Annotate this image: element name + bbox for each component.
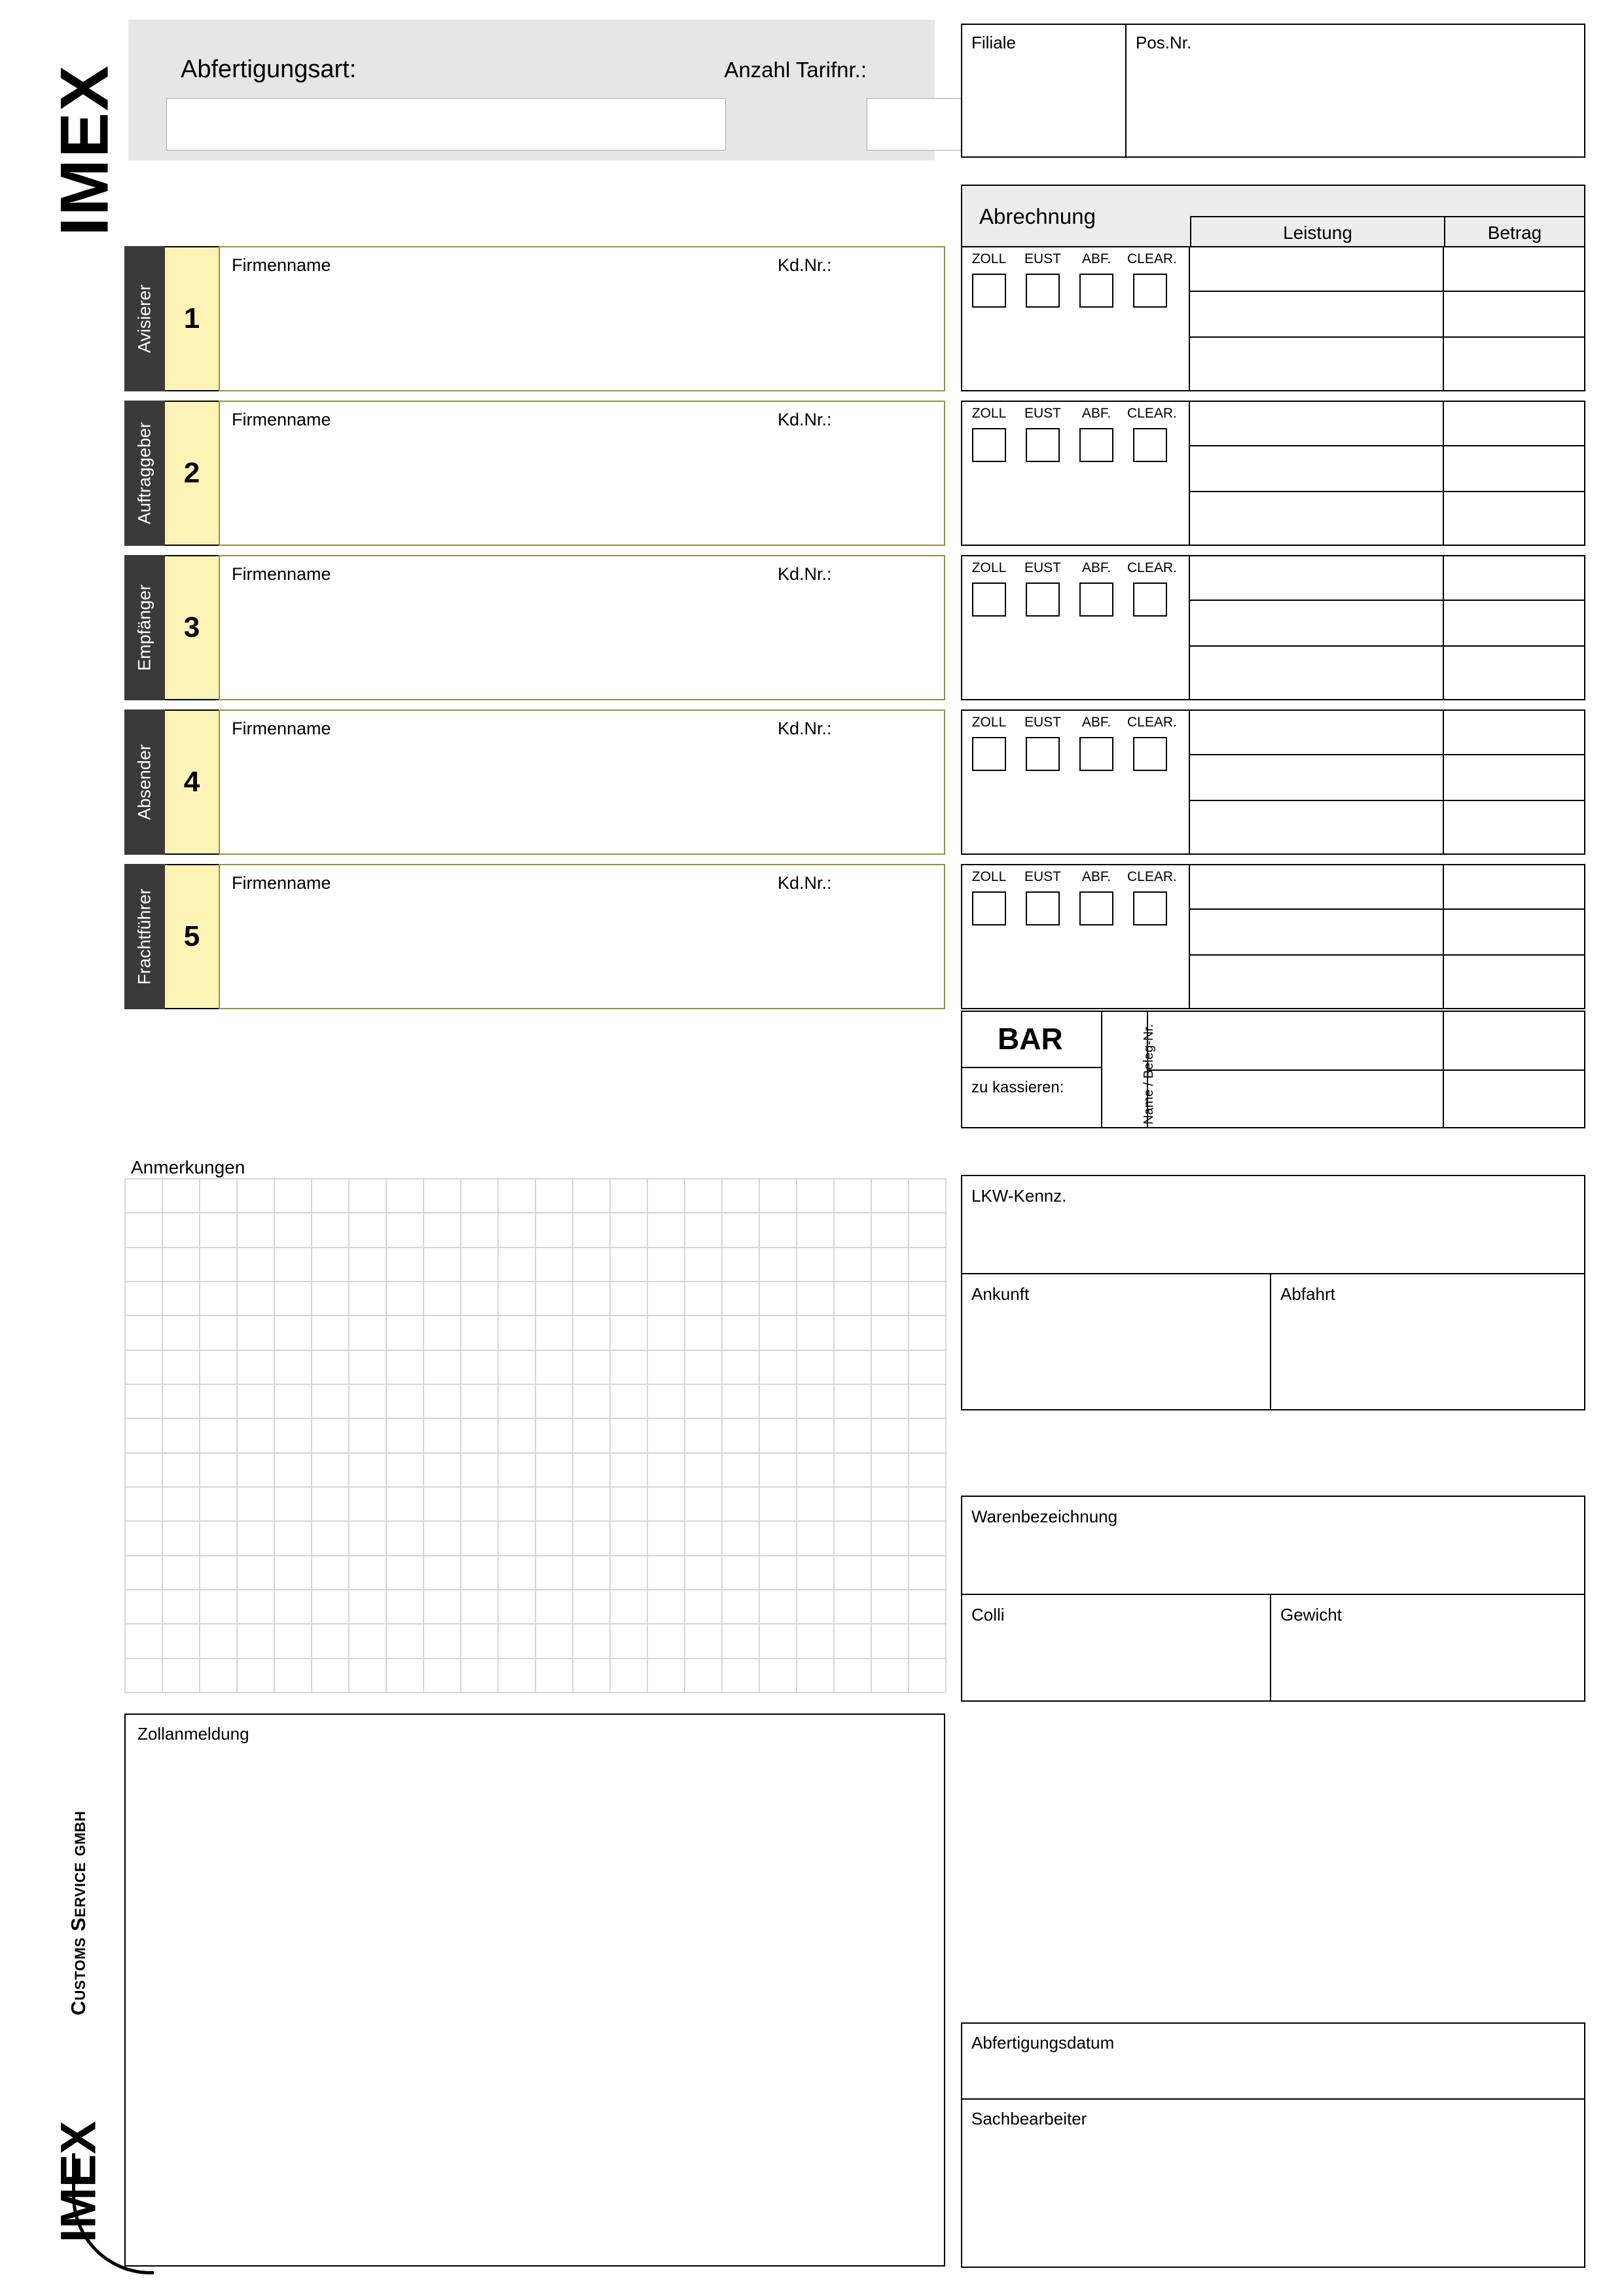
divider (1147, 1069, 1585, 1071)
party-fields-1[interactable] (219, 246, 945, 391)
grid-line-horizontal (124, 1384, 945, 1385)
checkbox-abf-5[interactable] (1079, 891, 1113, 925)
checkbox-clear-2[interactable] (1133, 428, 1167, 462)
party-tab-avisierer (124, 246, 165, 391)
firmenname-label-1: Firmenname (232, 255, 331, 275)
grid-line-vertical (199, 1178, 200, 1692)
divider (961, 1594, 1585, 1595)
checkbox-clear-5[interactable] (1133, 891, 1167, 925)
checkbox-abf-2[interactable] (1079, 428, 1113, 462)
cb-label-abf-5: ABF. (1081, 869, 1111, 884)
grid-line-vertical (759, 1178, 760, 1692)
anmerkungen-grid[interactable] (124, 1178, 945, 1692)
divider (1443, 709, 1444, 855)
cb-label-abf-2: ABF. (1081, 406, 1111, 421)
grid-line-vertical (236, 1178, 238, 1692)
grid-line-vertical (386, 1178, 387, 1692)
cb-label-eust-2: EUST (1024, 406, 1061, 421)
grid-line-vertical (609, 1178, 611, 1692)
checkbox-zoll-3[interactable] (972, 583, 1006, 617)
checkbox-zoll-1[interactable] (972, 274, 1006, 308)
checkbox-abf-1[interactable] (1079, 274, 1113, 308)
divider (1189, 954, 1585, 956)
divider (1189, 864, 1190, 1009)
checkbox-group-2[interactable] (966, 406, 1182, 478)
grid-line-horizontal (124, 1692, 945, 1693)
kdnr-label-5: Kd.Nr.: (778, 873, 832, 893)
grid-line-horizontal (124, 1486, 945, 1488)
zollanmeldung-label: Zollanmeldung (137, 1724, 249, 1744)
transport-block[interactable] (961, 1175, 1585, 1410)
firmenname-label-4: Firmenname (232, 719, 331, 738)
divider (1189, 709, 1190, 855)
divider (961, 1273, 1585, 1274)
anzahl-tarifnr-label: Anzahl Tarifnr.: (724, 58, 867, 82)
grid-line-vertical (162, 1178, 163, 1692)
party-number-3: 3 (165, 555, 219, 700)
divider (1443, 246, 1444, 391)
leistung-column-header: Leistung (1190, 216, 1445, 247)
abfertigungsart-header (128, 20, 935, 160)
filiale-label: Filiale (971, 33, 1016, 52)
grid-line-vertical (423, 1178, 424, 1692)
betrag-column-header: Betrag (1444, 216, 1585, 247)
divider (961, 2098, 1585, 2100)
cb-label-zoll-2: ZOLL (971, 406, 1007, 421)
divider (1101, 1011, 1102, 1128)
cb-label-zoll-5: ZOLL (971, 869, 1007, 884)
checkbox-abf-3[interactable] (1079, 583, 1113, 617)
party-number-4: 4 (165, 709, 219, 855)
divider (1189, 645, 1585, 647)
divider (1443, 864, 1444, 1009)
cb-label-clear-2: CLEAR. (1127, 406, 1177, 421)
grid-line-horizontal (124, 1247, 945, 1248)
cb-label-zoll-3: ZOLL (971, 560, 1007, 575)
logo-top-text: IMEX (46, 64, 123, 236)
abfahrt-label: Abfahrt (1280, 1284, 1335, 1304)
grid-line-vertical (535, 1178, 536, 1692)
cb-label-zoll-1: ZOLL (971, 251, 1007, 266)
logo-sub-customs: USTOMS (72, 1937, 88, 2001)
colli-label: Colli (971, 1605, 1005, 1624)
logo-bottom (7, 1734, 151, 2258)
grid-line-vertical (311, 1178, 312, 1692)
party-fields-4[interactable] (219, 709, 945, 855)
abfertigungsart-label: Abfertigungsart: (181, 56, 357, 83)
checkbox-group-4[interactable] (966, 715, 1182, 787)
checkbox-eust-4[interactable] (1026, 737, 1060, 771)
divider (1189, 800, 1585, 801)
grid-line-horizontal (124, 1418, 945, 1419)
divider (1189, 336, 1585, 338)
divider (1189, 445, 1585, 446)
checkbox-abf-4[interactable] (1079, 737, 1113, 771)
firmenname-label-3: Firmenname (232, 564, 331, 584)
divider (1443, 401, 1444, 546)
lkw-kennz-label: LKW-Kennz. (971, 1186, 1067, 1206)
party-number-1: 1 (165, 246, 219, 391)
checkbox-group-5[interactable] (966, 869, 1182, 941)
cb-label-eust-1: EUST (1024, 251, 1061, 266)
cb-label-zoll-4: ZOLL (971, 715, 1007, 730)
footer-block[interactable] (961, 2022, 1585, 2268)
checkbox-group-3[interactable] (966, 560, 1182, 632)
divider (1189, 291, 1585, 292)
grid-line-horizontal (124, 1178, 945, 1179)
logo-bottom-subtitle (67, 1756, 90, 2070)
firmenname-label-2: Firmenname (232, 410, 331, 429)
divider (1189, 555, 1190, 700)
grid-line-horizontal (124, 1315, 945, 1316)
grid-line-vertical (460, 1178, 461, 1692)
grid-line-horizontal (124, 1555, 945, 1556)
cb-label-clear-5: CLEAR. (1127, 869, 1177, 884)
divider (1189, 491, 1585, 492)
grid-line-vertical (908, 1178, 909, 1692)
bar-name-beleg-label: Name / Beleg-Nr. (1142, 1024, 1156, 1124)
grid-line-horizontal (124, 1281, 945, 1282)
grid-line-horizontal (124, 1589, 945, 1590)
logo-sub-gmbh: GMBH (72, 1810, 88, 1856)
checkbox-clear-1[interactable] (1133, 274, 1167, 308)
divider (1189, 600, 1585, 601)
divider (1189, 754, 1585, 755)
kdnr-label-1: Kd.Nr.: (778, 255, 832, 275)
grid-line-horizontal (124, 1212, 945, 1213)
filiale-box[interactable] (961, 24, 1128, 158)
divider (1189, 246, 1190, 391)
cb-label-eust-5: EUST (1024, 869, 1061, 884)
party-tab-auftraggeber (124, 401, 165, 546)
checkbox-zoll-5[interactable] (972, 891, 1006, 925)
grid-line-vertical (497, 1178, 499, 1692)
party-tab-empfaenger (124, 555, 165, 700)
grid-line-vertical (721, 1178, 723, 1692)
grid-line-vertical (124, 1178, 126, 1692)
party-fields-3[interactable] (219, 555, 945, 700)
cb-label-abf-1: ABF. (1081, 251, 1111, 266)
ankunft-label: Ankunft (971, 1284, 1030, 1304)
checkbox-eust-5[interactable] (1026, 891, 1060, 925)
grid-line-horizontal (124, 1658, 945, 1659)
party-role-label-3: Empfänger (134, 584, 154, 672)
party-role-label-4: Absender (134, 744, 154, 820)
logo-sub-c: C (67, 2000, 90, 2016)
cb-label-eust-3: EUST (1024, 560, 1061, 575)
bar-title: BAR (998, 1022, 1063, 1056)
party-fields-5[interactable] (219, 864, 945, 1009)
logo-sub-s: S (67, 1917, 90, 1931)
checkbox-eust-2[interactable] (1026, 428, 1060, 462)
anmerkungen-label: Anmerkungen (131, 1157, 245, 1177)
party-role-label-5: Frachtführer (134, 888, 154, 985)
cb-label-clear-1: CLEAR. (1127, 251, 1177, 266)
party-fields-2[interactable] (219, 401, 945, 546)
cb-label-clear-4: CLEAR. (1127, 715, 1177, 730)
kdnr-label-2: Kd.Nr.: (778, 410, 832, 429)
grid-line-horizontal (124, 1452, 945, 1454)
divider (1270, 1594, 1271, 1702)
logo-bottom-brand: IMEX (50, 2121, 107, 2243)
logo-sub-service: ERVICE (72, 1861, 88, 1918)
party-number-5: 5 (165, 864, 219, 1009)
grid-line-vertical (945, 1178, 947, 1692)
divider (1189, 401, 1190, 546)
cb-label-abf-3: ABF. (1081, 560, 1111, 575)
divider (1270, 1273, 1271, 1410)
cb-label-eust-4: EUST (1024, 715, 1061, 730)
kdnr-label-3: Kd.Nr.: (778, 564, 832, 584)
posnr-label: Pos.Nr. (1136, 33, 1192, 52)
checkbox-eust-1[interactable] (1026, 274, 1060, 308)
kdnr-label-4: Kd.Nr.: (778, 719, 832, 738)
abfertigungsdatum-label: Abfertigungsdatum (971, 2033, 1115, 2053)
grid-line-horizontal (124, 1520, 945, 1522)
warenbezeichnung-label: Warenbezeichnung (971, 1507, 1118, 1526)
grid-line-vertical (796, 1178, 797, 1692)
grid-line-horizontal (124, 1623, 945, 1624)
grid-line-vertical (833, 1178, 835, 1692)
divider (1443, 555, 1444, 700)
divider (1189, 908, 1585, 910)
party-tab-frachtfuehrer (124, 864, 165, 1009)
gewicht-label: Gewicht (1280, 1605, 1342, 1624)
party-role-label-1: Avisierer (134, 284, 154, 353)
grid-line-horizontal (124, 1350, 945, 1351)
party-tab-absender (124, 709, 165, 855)
bar-subtitle: zu kassieren: (971, 1079, 1064, 1096)
logo-top (26, 13, 137, 262)
grid-line-vertical (274, 1178, 275, 1692)
grid-line-vertical (871, 1178, 872, 1692)
abrechnung-title: Abrechnung (979, 204, 1096, 228)
grid-line-vertical (572, 1178, 573, 1692)
checkbox-clear-4[interactable] (1133, 737, 1167, 771)
party-role-label-2: Auftraggeber (134, 422, 154, 525)
checkbox-zoll-2[interactable] (972, 428, 1006, 462)
checkbox-clear-3[interactable] (1133, 583, 1167, 617)
grid-line-vertical (647, 1178, 648, 1692)
divider (961, 1067, 1101, 1068)
checkbox-group-1[interactable] (966, 251, 1182, 323)
abfertigungsart-input[interactable] (166, 98, 726, 151)
party-number-2: 2 (165, 401, 219, 546)
zollanmeldung-box[interactable] (124, 1713, 945, 2267)
cb-label-abf-4: ABF. (1081, 715, 1111, 730)
grid-line-vertical (348, 1178, 350, 1692)
grid-line-vertical (684, 1178, 685, 1692)
firmenname-label-5: Firmenname (232, 873, 331, 893)
cb-label-clear-3: CLEAR. (1127, 560, 1177, 575)
checkbox-zoll-4[interactable] (972, 737, 1006, 771)
posnr-box[interactable] (1125, 24, 1585, 158)
checkbox-eust-3[interactable] (1026, 583, 1060, 617)
sachbearbeiter-label: Sachbearbeiter (971, 2109, 1087, 2128)
